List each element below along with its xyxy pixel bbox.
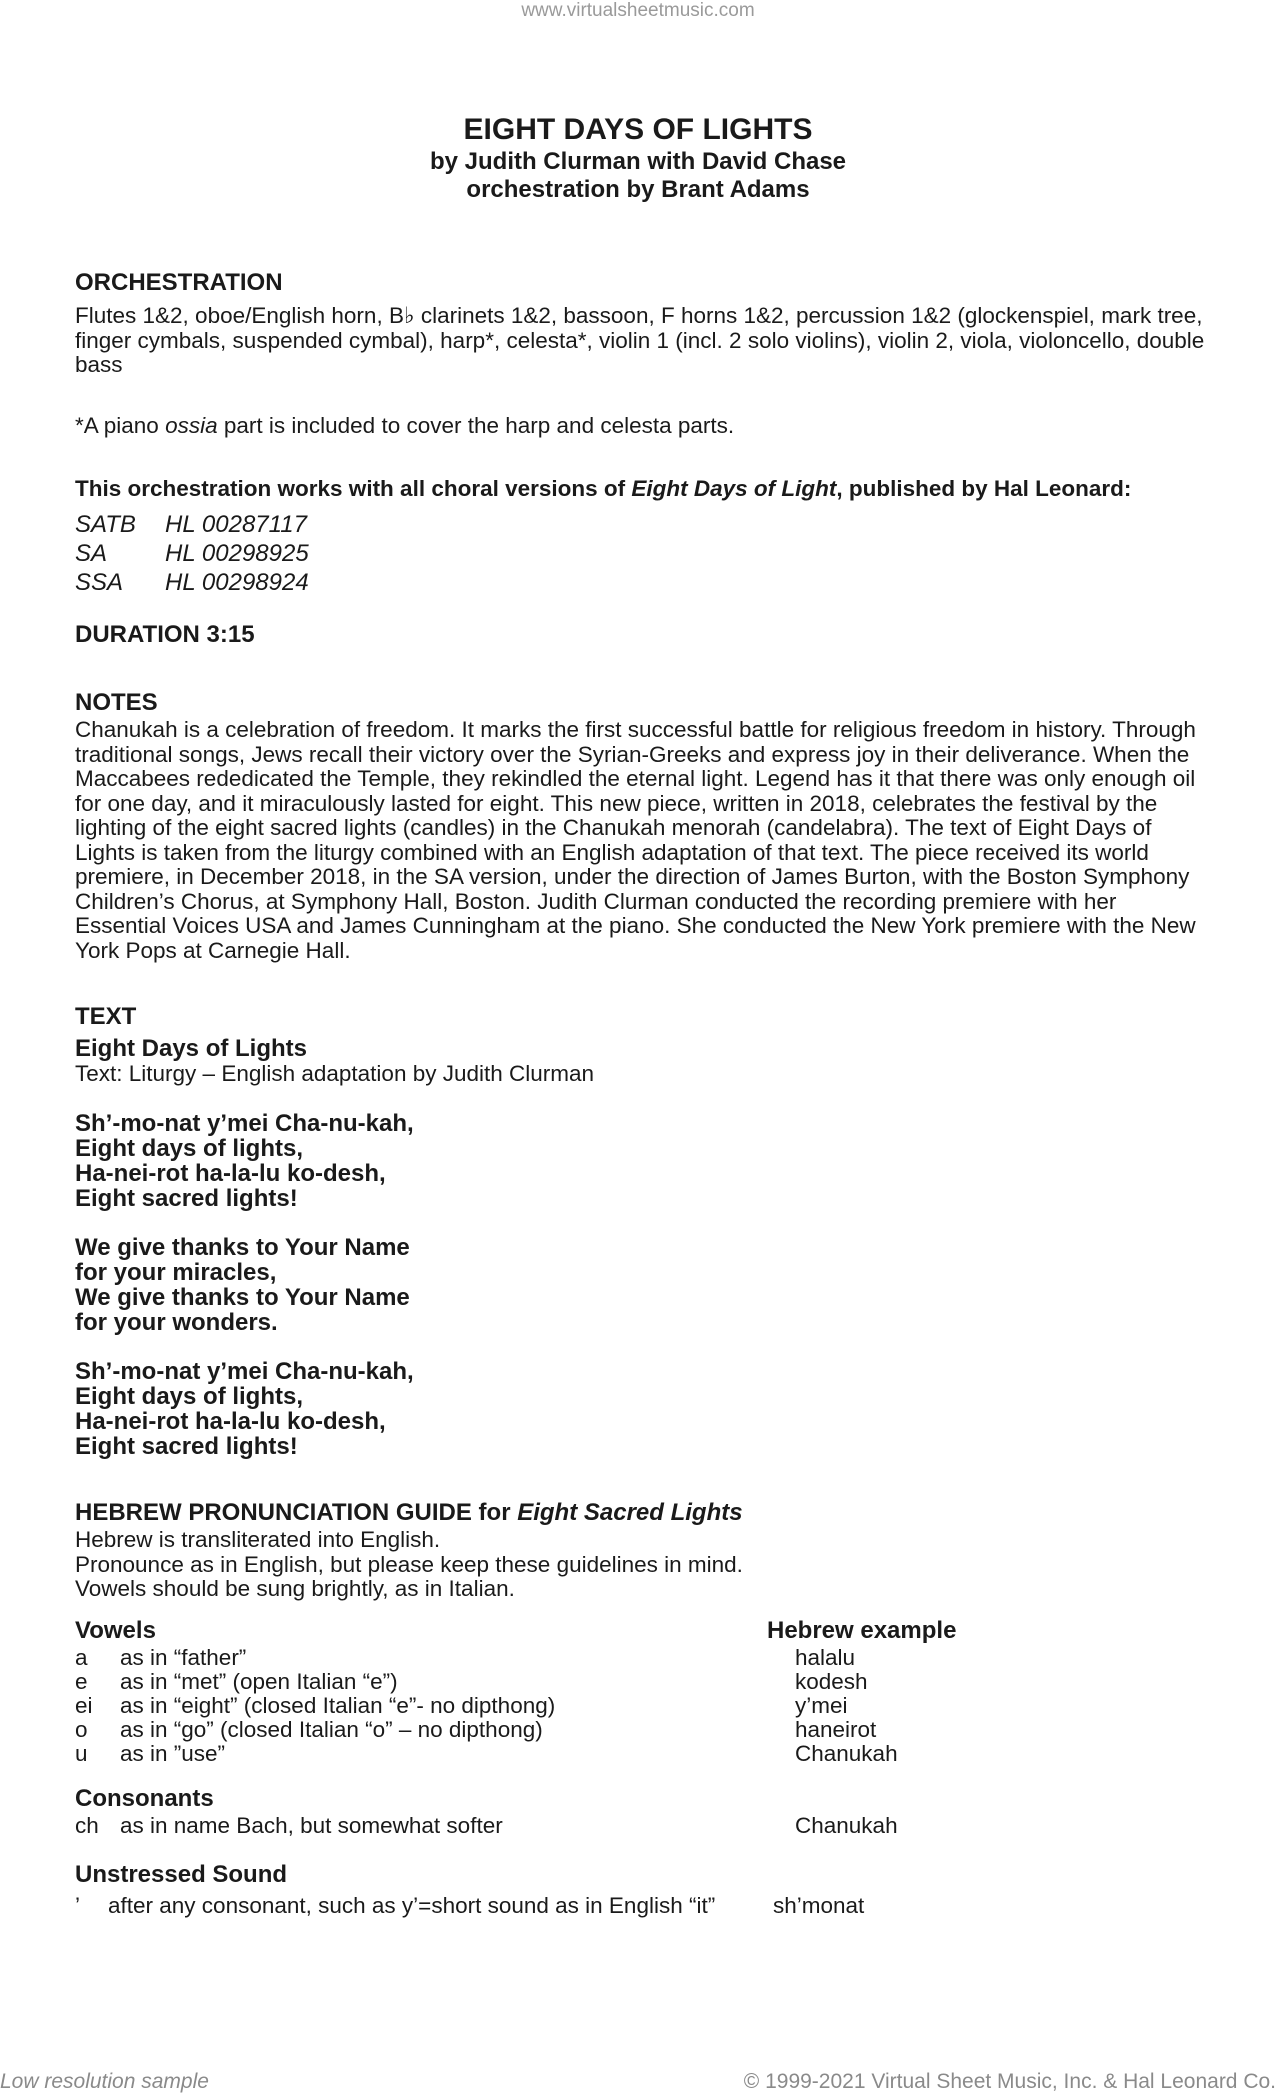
version-row: SATB HL 00287117 <box>75 510 307 538</box>
example-heading: Hebrew example <box>767 1616 957 1644</box>
lyric-line: Eight days of lights, <box>75 1134 304 1162</box>
text-heading: TEXT <box>75 1003 137 1030</box>
version-row: SA HL 00298925 <box>75 539 309 567</box>
version-row: SSA HL 00298924 <box>75 568 309 596</box>
vowels-header <box>75 1616 1205 1646</box>
stanza <box>75 1359 1205 1459</box>
vowel-row: ei as in “eight” (closed Italian “e”- no dipthong) y’mei <box>75 1692 848 1718</box>
lyric-line: Eight sacred lights! <box>75 1432 298 1460</box>
lyric-line: Ha-nei-rot ha-la-lu ko-desh, <box>75 1159 386 1187</box>
choral-versions-section <box>75 477 1205 597</box>
notes-heading: NOTES <box>75 689 158 716</box>
vowel-row: u as in ”use” Chanukah <box>75 1740 898 1766</box>
consonant-row: ch as in name Bach, but somewhat softer Chanukah <box>75 1812 898 1838</box>
lyric-line: Sh’-mo-nat y’mei Cha-nu-kah, <box>75 1109 414 1137</box>
lyric-line: We give thanks to Your Name <box>75 1233 410 1261</box>
vowel-row: o as in “go” (closed Italian “o” – no dipthong) haneirot <box>75 1716 877 1742</box>
version-list <box>75 510 1205 597</box>
pronunciation-guide <box>75 1498 1205 1918</box>
guide-intro-line: Pronounce as in English, but please keep these guidelines in mind. <box>75 1551 743 1577</box>
duration: DURATION 3:15 <box>75 621 255 648</box>
vowels-heading: Vowels <box>75 1616 156 1644</box>
notes-section <box>75 688 1205 963</box>
copyright: © 1999-2021 Virtual Sheet Music, Inc. & Hal Leonard Co. <box>743 2070 1276 2093</box>
lyric-line: for your miracles, <box>75 1258 277 1286</box>
vowel-list <box>75 1646 1205 1766</box>
lyric-line: Sh’-mo-nat y’mei Cha-nu-kah, <box>75 1357 414 1385</box>
unstressed-heading: Unstressed Sound <box>75 1860 288 1888</box>
watermark-url: www.virtualsheetmusic.com <box>521 0 755 21</box>
lyric-line: Eight sacred lights! <box>75 1184 298 1212</box>
vowel-row: a as in “father” halalu <box>75 1644 856 1670</box>
instrument-list: Flutes 1&2, oboe/English horn, B♭ clarinets 1&2, bassoon, F horns 1&2, percussion 1&2 (glockenspiel, mark tree, finger cymbals, suspended cymbal), harp*, celesta*, violin 1 (incl. 2 solo violins), violin 2, viola, violoncello, double bass <box>75 303 1205 377</box>
stanza <box>75 1111 1205 1211</box>
unstressed-row: ’ after any consonant, such as y’=short sound as in English “it” sh’monat <box>75 1892 865 1918</box>
byline: by Judith Clurman with David Chase <box>429 148 847 175</box>
consonants-heading: Consonants <box>75 1784 214 1812</box>
lyric-line: Eight days of lights, <box>75 1382 304 1410</box>
notes-body: Chanukah is a celebration of freedom. It marks the first successful battle for religious freedom in history. Through traditional songs, Jews recall their victory over the Syrian-Greeks and express joy in their deliverance. When the Maccabees rededicated the Temple, they rekindled the eternal light. Legend has it that there was only enough oil for one day, and it miraculously lasted for eight. This new piece, written in 2018, celebrates the festival by the lighting of the eight sacred lights (candles) in the Chanukah menorah (candelabra). The text of Eight Days of Lights is taken from the liturgy combined with an English adaptation of that text. The piece received its world premiere, in December 2018, in the SA version, under the direction of James Burton, with the Boston Symphony Children’s Chorus, at Symphony Hall, Boston. Judith Clurman conducted the recording premiere with her Essential Voices USA and James Cunningham at the piano. She conducted the New York premiere with the New York Pops at Carnegie Hall. <box>75 717 1196 963</box>
text-section <box>75 1002 1205 1459</box>
lyric-line: We give thanks to Your Name <box>75 1283 410 1311</box>
guide-intro-line: Hebrew is transliterated into English. <box>75 1527 441 1552</box>
lyric-line: for your wonders. <box>75 1308 278 1336</box>
orchestration-section <box>75 268 1205 438</box>
choral-intro: This orchestration works with all choral versions of Eight Days of Light, published by Hal Leonard: <box>75 476 1132 501</box>
guide-intro-line: Vowels should be sung brightly, as in Italian. <box>75 1576 515 1601</box>
song-title: Eight Days of Lights <box>75 1035 308 1062</box>
lyric-line: Ha-nei-rot ha-la-lu ko-desh, <box>75 1407 386 1435</box>
vowel-row: e as in “met” (open Italian “e”) kodesh <box>75 1668 868 1694</box>
title-block <box>0 112 1276 204</box>
ossia-note: *A piano ossia part is included to cover the harp and celesta parts. <box>75 412 735 438</box>
stanza <box>75 1235 1205 1335</box>
page-title: EIGHT DAYS OF LIGHTS <box>463 113 813 146</box>
orchestration-heading: ORCHESTRATION <box>75 269 283 296</box>
guide-heading: HEBREW PRONUNCIATION GUIDE for Eight Sacred Lights <box>75 1499 743 1526</box>
orchestration-credit: orchestration by Brant Adams <box>466 176 810 203</box>
text-credit: Text: Liturgy – English adaptation by Judith Clurman <box>75 1061 595 1086</box>
low-res-notice: Low resolution sample <box>0 2070 209 2093</box>
